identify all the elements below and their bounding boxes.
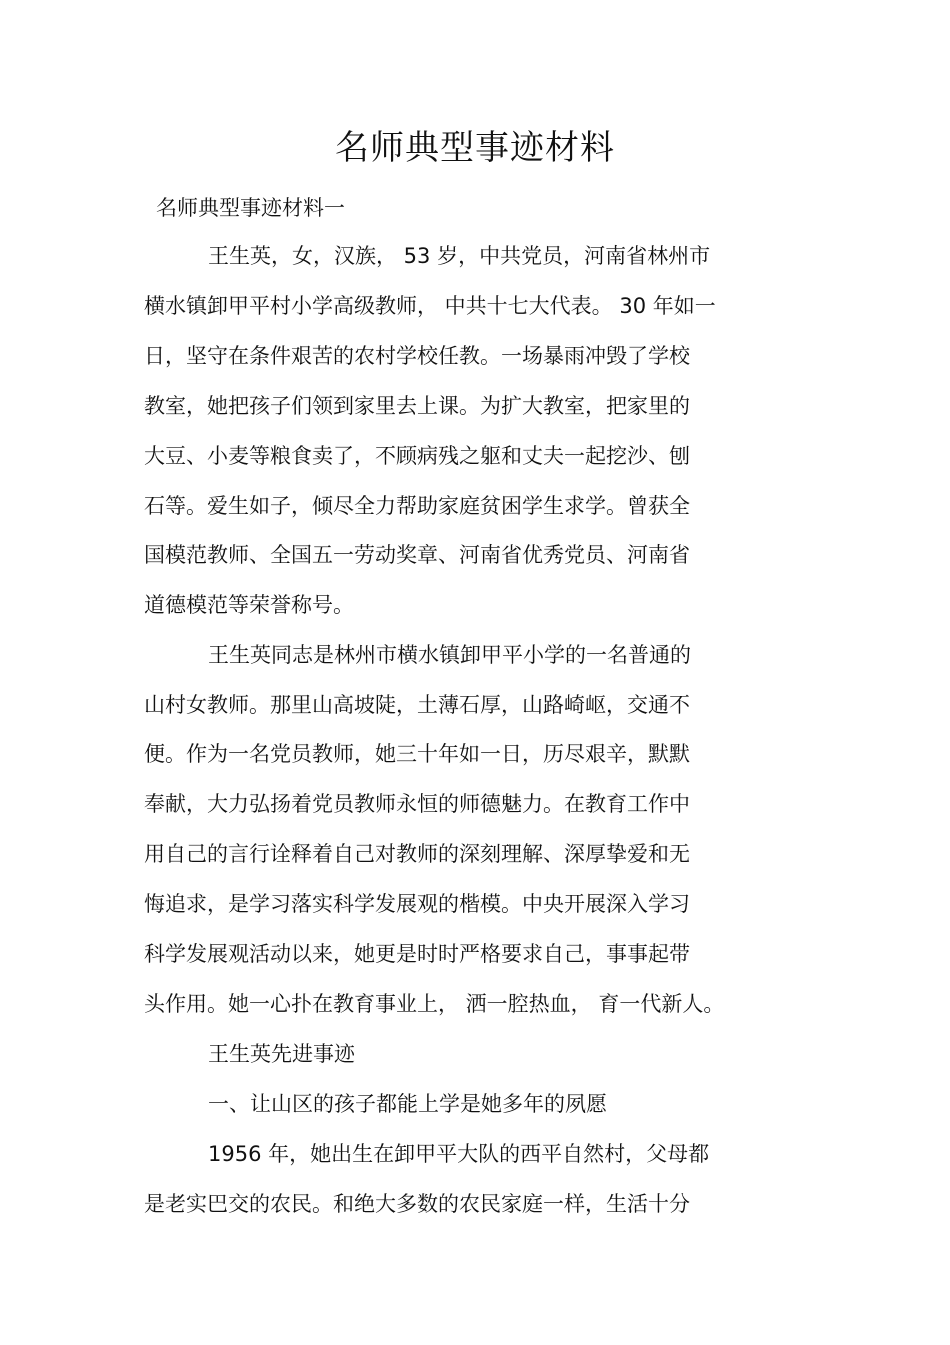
section-heading: 王生英先进事迹 bbox=[208, 1042, 355, 1066]
paragraph-line: 悔追求，是学习落实科学发展观的楷模。中央开展深入学习 bbox=[144, 892, 690, 916]
document-title: 名师典型事迹材料 bbox=[335, 128, 615, 168]
paragraph-line: 日，坚守在条件艰苦的农村学校任教。一场暴雨冲毁了学校 bbox=[144, 344, 690, 368]
section-heading: 一、让山区的孩子都能上学是她多年的夙愿 bbox=[208, 1092, 607, 1116]
paragraph-line: 横水镇卸甲平村小学高级教师， 中共十七大代表。 30 年如一 bbox=[144, 294, 716, 318]
paragraph-line: 王生英同志是林州市横水镇卸甲平小学的一名普通的 bbox=[208, 643, 691, 667]
paragraph-line: 石等。爱生如子，倾尽全力帮助家庭贫困学生求学。曾获全 bbox=[144, 494, 690, 518]
paragraph-line: 奉献，大力弘扬着党员教师永恒的师德魅力。在教育工作中 bbox=[144, 792, 690, 816]
paragraph-line: 用自己的言行诠释着自己对教师的深刻理解、深厚挚爱和无 bbox=[144, 842, 690, 866]
paragraph-line: 科学发展观活动以来，她更是时时严格要求自己，事事起带 bbox=[144, 942, 690, 966]
paragraph-line: 国模范教师、全国五一劳动奖章、河南省优秀党员、河南省 bbox=[144, 543, 690, 567]
paragraph-line: 头作用。她一心扑在教育事业上， 洒一腔热血， 育一代新人。 bbox=[144, 992, 725, 1016]
section-subtitle: 名师典型事迹材料一 bbox=[156, 196, 345, 220]
paragraph-line: 大豆、小麦等粮食卖了，不顾病残之躯和丈夫一起挖沙、刨 bbox=[144, 444, 690, 468]
paragraph-line: 是老实巴交的农民。和绝大多数的农民家庭一样，生活十分 bbox=[144, 1192, 690, 1216]
paragraph-line: 1956 年，她出生在卸甲平大队的西平自然村，父母都 bbox=[208, 1142, 710, 1166]
paragraph-line: 道德模范等荣誉称号。 bbox=[144, 593, 354, 617]
paragraph-line: 便。作为一名党员教师，她三十年如一日，历尽艰辛，默默 bbox=[144, 742, 690, 766]
paragraph-line: 王生英，女，汉族， 53 岁，中共党员，河南省林州市 bbox=[208, 244, 711, 268]
paragraph-line: 山村女教师。那里山高坡陡，土薄石厚，山路崎岖，交通不 bbox=[144, 693, 690, 717]
paragraph-line: 教室，她把孩子们领到家里去上课。为扩大教室，把家里的 bbox=[144, 394, 690, 418]
